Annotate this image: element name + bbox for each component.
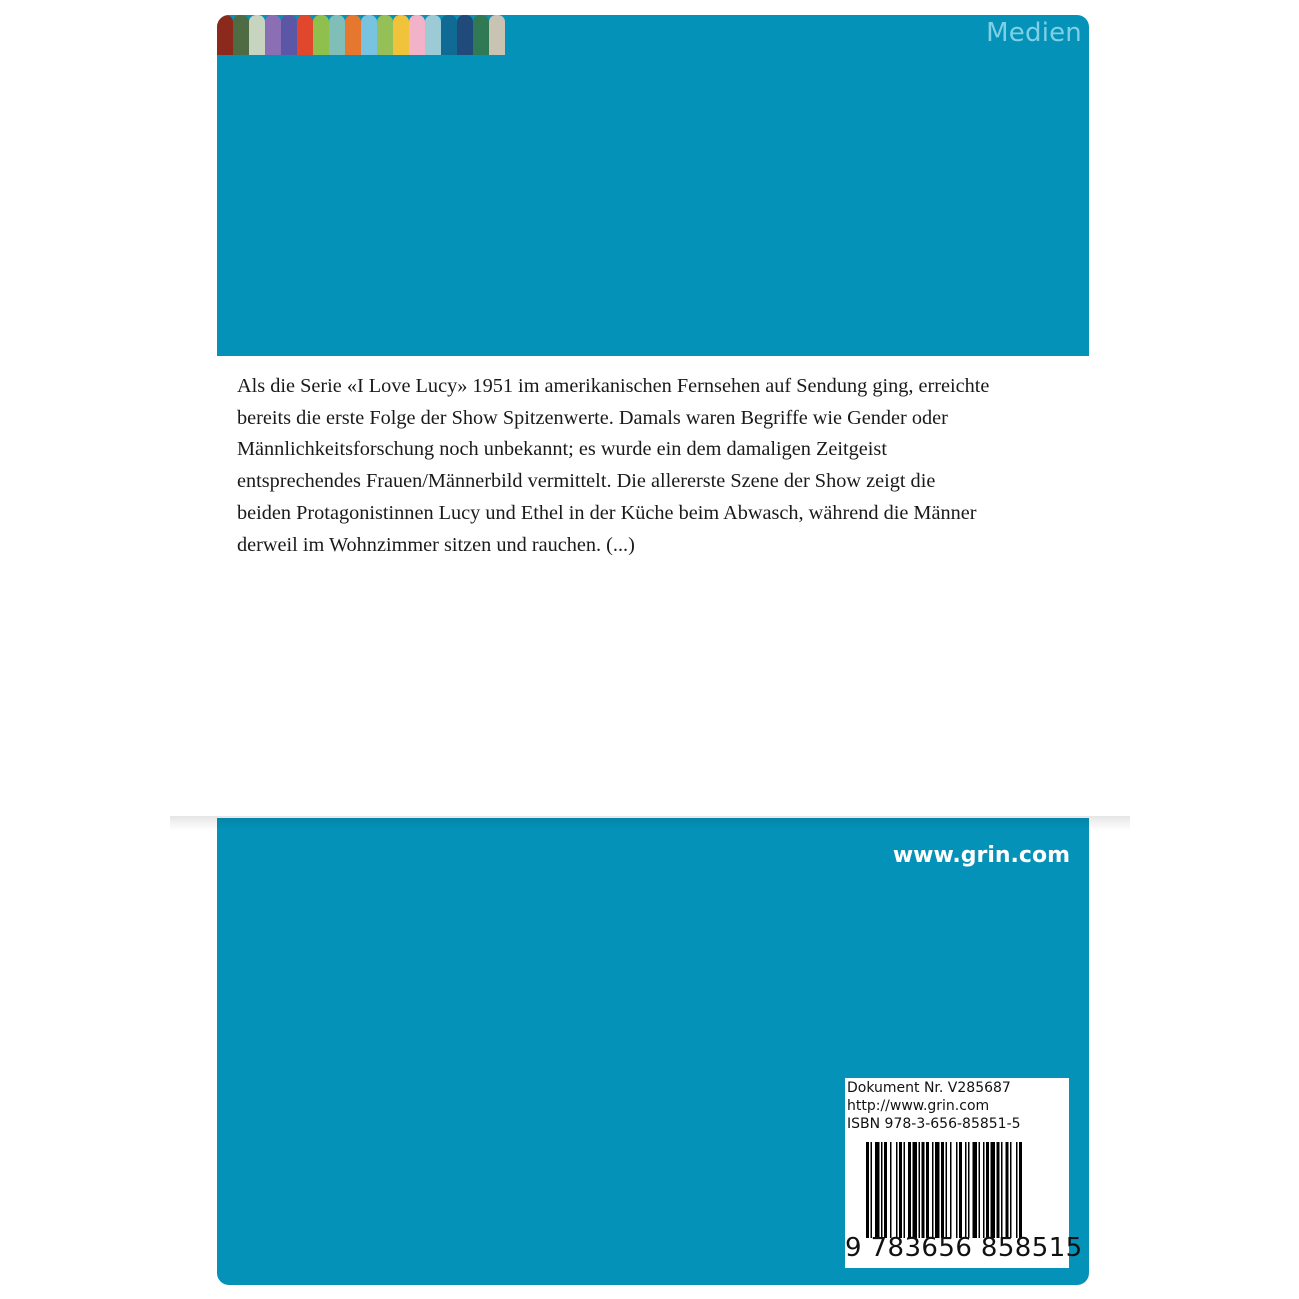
- color-stripe: [249, 15, 265, 55]
- blurb-line: bereits die erste Folge der Show Spitzenwerte. Damals waren Begriffe wie Gender oder: [237, 406, 948, 429]
- document-info-box: [845, 1078, 1083, 1268]
- document-number: Dokument Nr. V285687: [847, 1080, 1011, 1096]
- blurb-line: derweil im Wohnzimmer sitzen und rauchen. (...): [237, 533, 635, 556]
- color-stripe: [233, 15, 249, 55]
- section-divider-shadow: [170, 816, 1130, 830]
- color-stripe: [361, 15, 377, 55]
- color-stripe: [281, 15, 297, 55]
- blurb-line: entsprechendes Frauen/Männerbild vermittelt. Die allererste Szene der Show zeigt die: [237, 470, 936, 493]
- document-url: http://www.grin.com: [847, 1098, 990, 1114]
- color-stripe: [217, 15, 233, 55]
- barcode-digits: 9 783656 858515: [845, 1233, 1083, 1263]
- color-stripe: [313, 15, 329, 55]
- isbn-text: ISBN 978-3-656-85851-5: [847, 1116, 1021, 1132]
- color-stripe: [473, 15, 489, 55]
- color-stripe: [329, 15, 345, 55]
- color-stripe-bar: [217, 15, 505, 55]
- barcode-icon: [866, 1142, 1068, 1238]
- blurb-line: Männlichkeitsforschung noch unbekannt; es wurde ein dem damaligen Zeitgeist: [237, 438, 887, 461]
- blurb-line: Als die Serie «I Love Lucy» 1951 im amerikanischen Fernsehen auf Sendung ging, erreichte: [237, 375, 990, 397]
- color-stripe: [409, 15, 425, 55]
- color-stripe: [265, 15, 281, 55]
- color-stripe: [441, 15, 457, 55]
- color-stripe: [489, 15, 505, 55]
- blurb-text: [237, 371, 1067, 561]
- blurb-line: beiden Protagonistinnen Lucy und Ethel in der Küche beim Abwasch, während die Männer: [237, 501, 977, 524]
- category-label: Medien: [986, 18, 1082, 48]
- color-stripe: [297, 15, 313, 55]
- top-color-panel: [217, 15, 1089, 356]
- color-stripe: [393, 15, 409, 55]
- color-stripe: [425, 15, 441, 55]
- color-stripe: [345, 15, 361, 55]
- book-back-cover: [217, 15, 1089, 1285]
- publisher-website: www.grin.com: [892, 843, 1070, 868]
- color-stripe: [457, 15, 473, 55]
- color-stripe: [377, 15, 393, 55]
- bottom-color-panel: [217, 818, 1089, 1285]
